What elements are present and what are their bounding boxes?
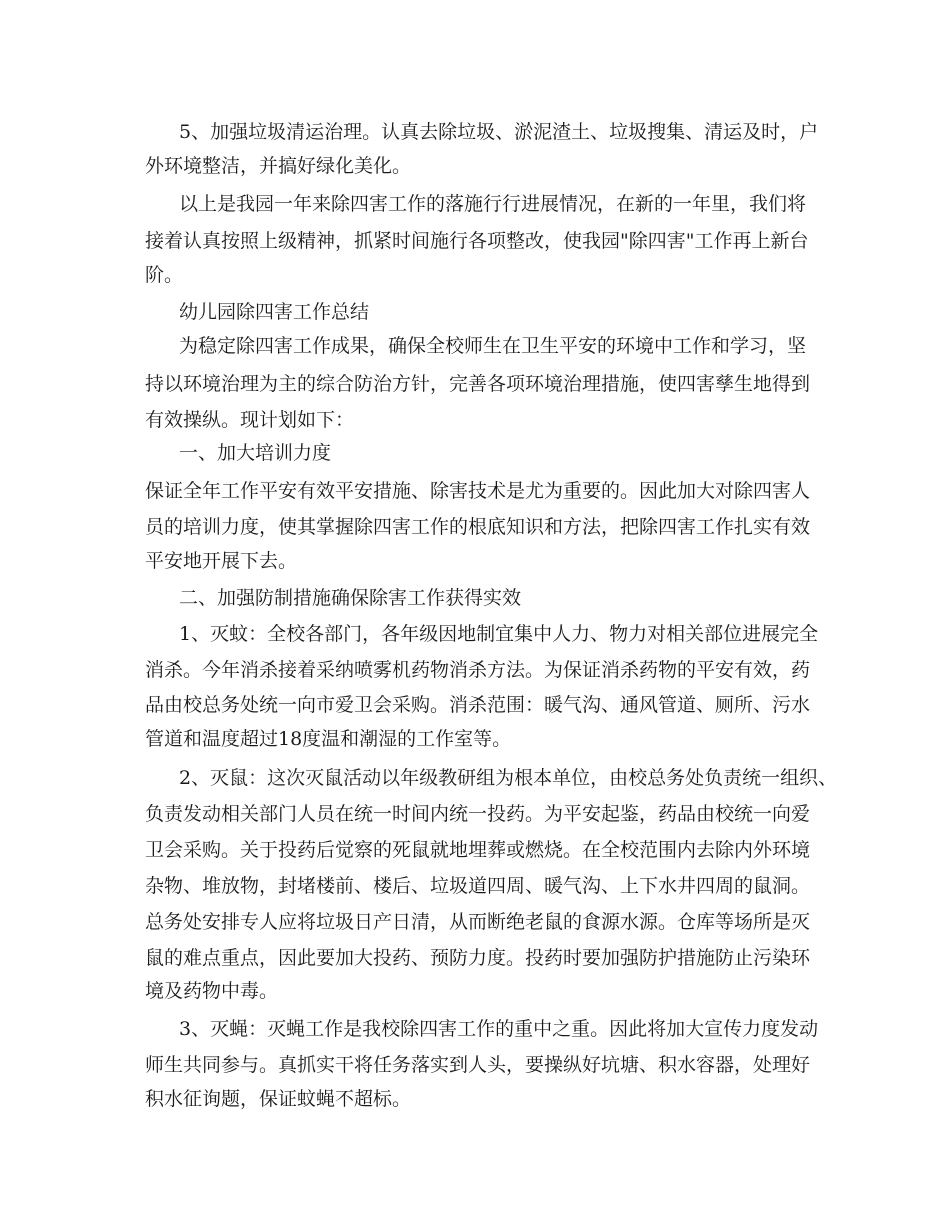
text-line: 3、灭蝇：灭蝇工作是我校除四害工作的重中之重。因此将加大宣传力度发动 [179,1018,819,1040]
text-line: 境及药物中毒。 [145,980,279,1002]
text-line: 持以环境治理为主的综合防治方针，完善各项环境治理措施，使四害孳生地得到 [145,373,811,395]
text-line: 5、加强垃圾清运治理。认真去除垃圾、淤泥渣土、垃圾搜集、清运及时，户 [179,121,819,143]
text-line: 以上是我园一年来除四害工作的落施行行进展情况，在新的一年里，我们将 [179,193,807,215]
text-line: 保证全年工作平安有效平安措施、除害技术是尤为重要的。因此加大对除四害人 [145,480,811,502]
text-line: 为稳定除四害工作成果，确保全校师生在卫生平安的环境中工作和学习，坚 [179,335,807,357]
text-line: 2、灭鼠：这次灭鼠活动以年级教研组为根本单位，由校总务处负责统一组织、 [179,767,838,789]
text-line: 消杀。今年消杀接着采纳喷雾机药物消杀方法。为保证消杀药物的平安有效，药 [145,659,811,681]
text-line: 管道和温度超过18度温和潮湿的工作室等。 [145,728,512,750]
text-line: 品由校总务处统一向市爱卫会采购。消杀范围：暖气沟、通风管道、厕所、污水 [145,694,811,716]
text-line: 平安地开展下去。 [145,550,298,572]
text-line: 总务处安排专人应将垃圾日产日清，从而断绝老鼠的食源水源。仓库等场所是灭 [145,911,811,933]
section-heading: 二、加强防制措施确保除害工作获得实效 [179,587,522,609]
text-line: 接着认真按照上级精神，抓紧时间施行各项整改，使我园"除四害"工作再上新台 [145,230,809,252]
text-line: 师生共同参与。真抓实干将任务落实到人头，要操纵好坑塘、积水容器，处理好 [145,1054,811,1076]
text-line: 有效操纵。现计划如下： [145,409,355,431]
text-line: 杂物、堆放物，封堵楼前、楼后、垃圾道四周、暖气沟、上下水井四周的鼠洞。 [145,875,811,897]
text-line: 负责发动相关部门人员在统一时间内统一投药。为平安起鉴，药品由校统一向爱 [145,803,811,825]
text-line: 积水征询题，保证蚊蝇不超标。 [145,1088,412,1110]
text-line: 卫会采购。关于投药后觉察的死鼠就地埋葬或燃烧。在全校范围内去除内外环境 [145,839,811,861]
section-heading: 幼儿园除四害工作总结 [179,301,370,323]
text-line: 阶。 [145,264,184,286]
text-line: 鼠的难点重点，因此要加大投药、预防力度。投药时要加强防护措施防止污染环 [145,947,811,969]
text-line: 外环境整洁，并搞好绿化美化。 [145,155,412,177]
text-line: 1、灭蚊：全校各部门，各年级因地制宜集中人力、物力对相关部位进展完全 [179,623,819,645]
text-line: 员的培训力度，使其掌握除四害工作的根底知识和方法，把除四害工作扎实有效 [145,516,811,538]
section-heading: 一、加大培训力度 [179,442,332,464]
